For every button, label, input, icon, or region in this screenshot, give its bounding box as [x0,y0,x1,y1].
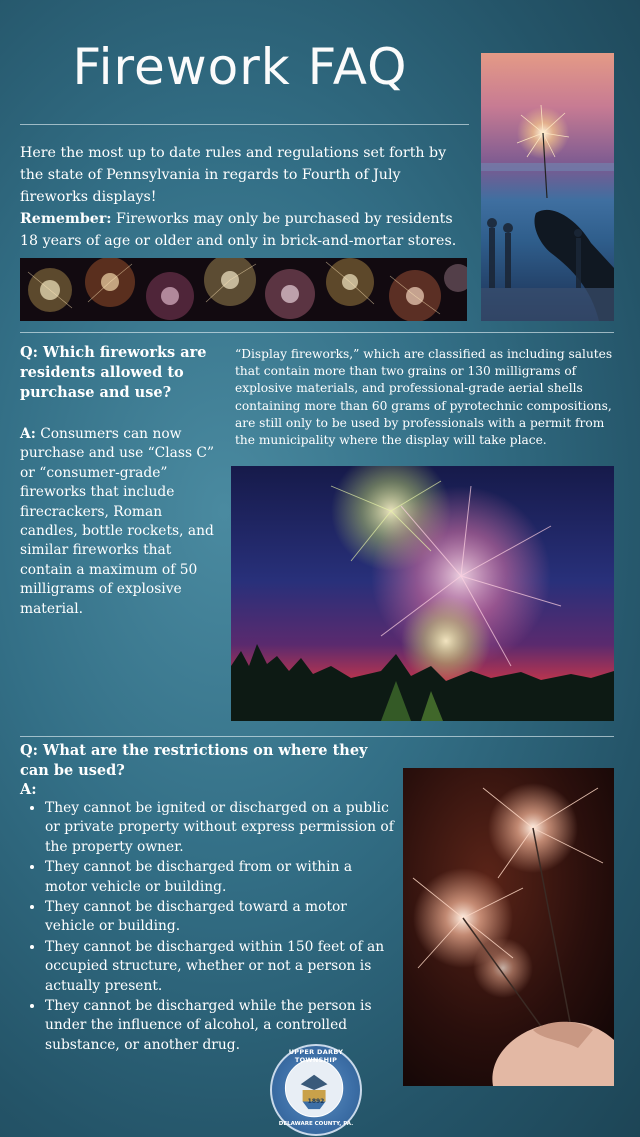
seal-bottom-text: DELAWARE COUNTY, PA. [278,1121,354,1127]
faq1-answer-text: Consumers can now purchase and use “Class C” or “consumer-grade” fireworks that include firecrackers, Roman candles, bottle rockets, and similar fireworks that contain a maximum of 50 milligrams of explosive material. [20,426,215,617]
intro-paragraph: Here the most up to date rules and regulations set forth by the state of Pennsylvania in regards to Fourth of July fireworks displays! [20,145,447,205]
faq2-question: Q: What are the restrictions on where they can be used? [20,742,368,779]
section-divider-2 [20,736,614,737]
restrictions-list [21,799,395,1056]
restriction-item: • They cannot be discharged within 150 feet of an occupied structure, whether or not a person is actually present. [45,938,395,996]
sparkler-sunset-photo [481,53,614,321]
restriction-item: • They cannot be discharged from or within a motor vehicle or building. [45,858,395,897]
remember-text: Fireworks may only be purchased by residents 18 years of age or older and only in brick-and-mortar stores. [20,211,457,249]
page-title: Firework FAQ [72,38,408,96]
fireworks-banner-photo [20,258,467,321]
faq1-answer-label: A: [20,426,36,442]
intro-text [20,142,460,252]
seal-year: 1892 [307,1098,325,1105]
faq1-answer [20,425,215,619]
remember-label: Remember: [20,211,112,227]
section-divider-1 [20,332,614,333]
seal-top-text: UPPER DARBY TOWNSHIP [288,1048,344,1064]
restriction-item: • They cannot be ignited or discharged on a public or private property without express permission of the property owner. [45,799,395,857]
faq1-question: Q: Which fireworks are residents allowed to purchase and use? [20,344,207,401]
display-fireworks-note: “Display fireworks,” which are classified as including salutes that contain more than two grains or 130 milligrams of explosive materials, and professional-grade aerial shells containing more than 60 grams of pyrotechnic compositions, are still only to be used by professionals with a permit from the municipality where the display will take place. [235,347,613,448]
restriction-item: • They cannot be discharged toward a motor vehicle or building. [45,898,395,937]
faq2-answer-label: A: [20,781,37,798]
fireworks-night-photo [231,466,614,721]
title-divider [20,124,469,125]
hand-sparkler-photo [403,768,614,1086]
restriction-item: • They cannot be discharged while the person is under the influence of alcohol, a controlled substance, or another drug. [45,997,395,1055]
